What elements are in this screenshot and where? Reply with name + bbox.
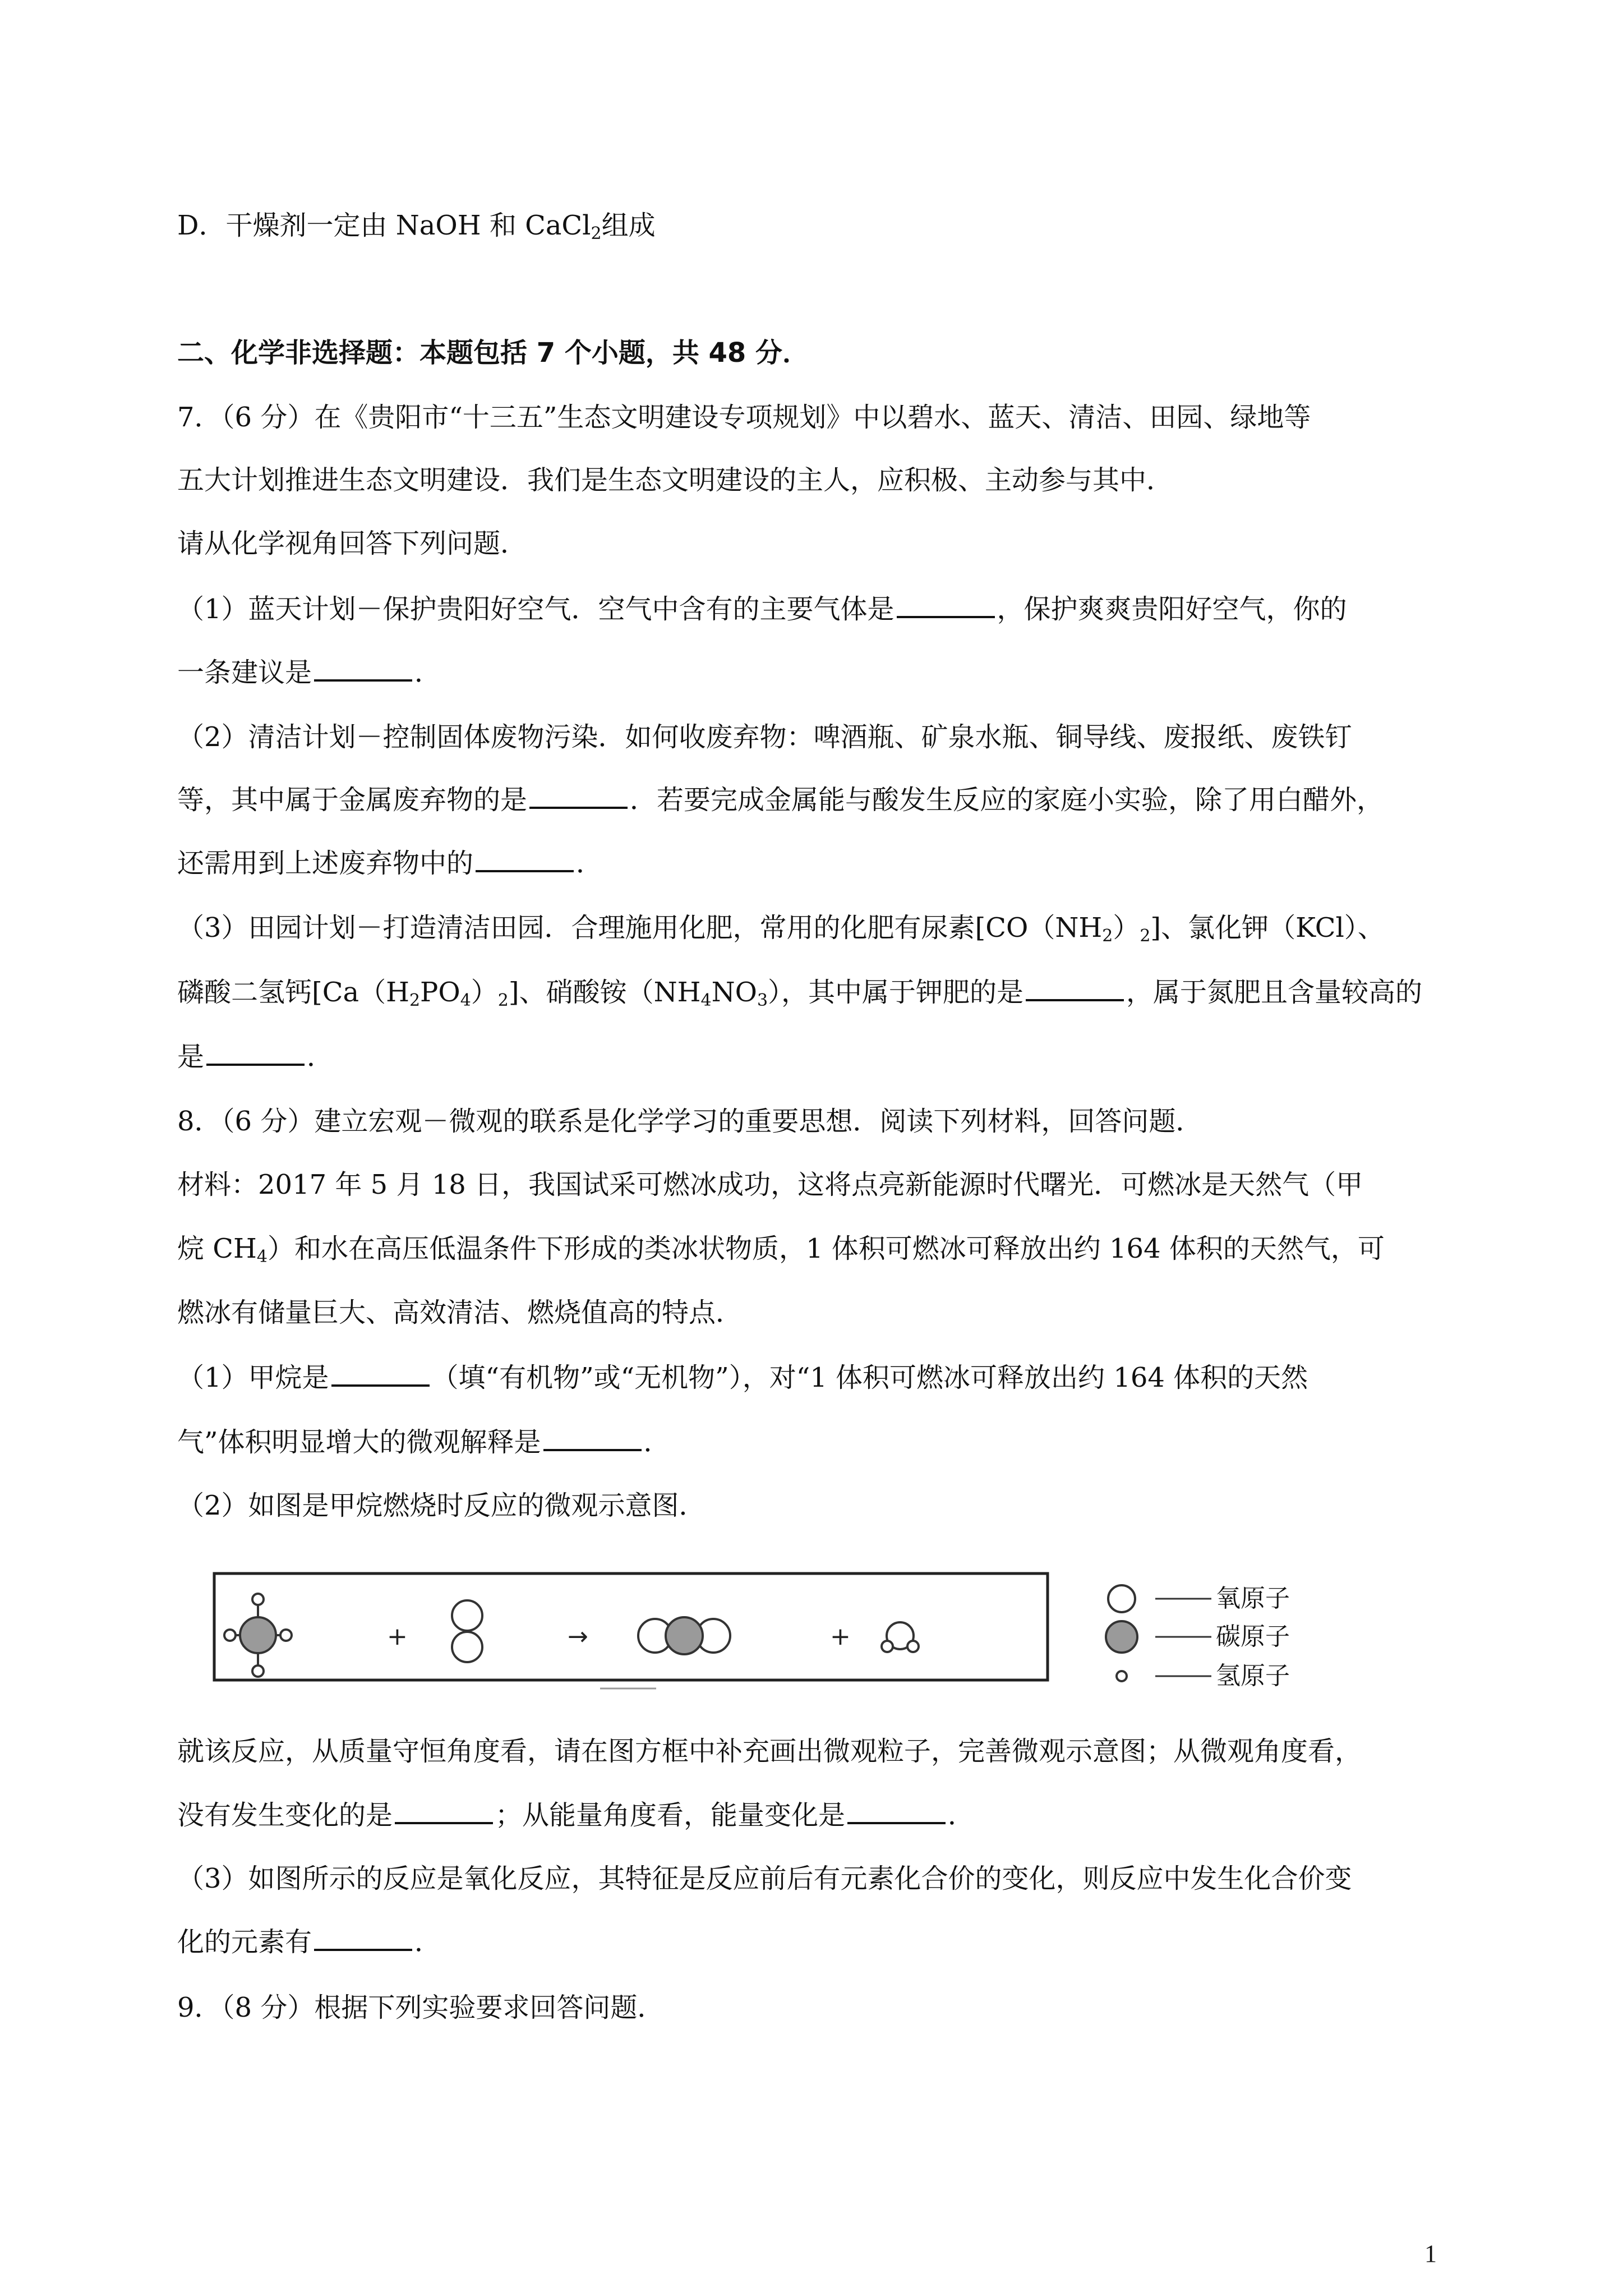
text: 还需用到上述废弃物中的 [177,848,474,879]
answer-blank[interactable] [314,1943,412,1951]
text: 化的元素有 [177,1926,312,1958]
subscript: 2 [409,991,421,1010]
plus-sign: + [830,1622,851,1651]
subscript: 2 [497,991,509,1010]
text: 磷酸二氢钙[Ca（H [177,977,409,1008]
subscript: 4 [460,991,471,1010]
text: ，保护爽爽贵阳好空气，你的 [997,593,1347,625]
page-number: 1 [1424,2240,1437,2267]
q8-part-3: （3）如图所示的反应是氧化反应，其特征是反应前后有元素化合价的变化，则反应中发生化合价变 [177,1863,1352,1894]
arrow-icon: → [568,1622,588,1651]
text: ]、硝酸铵（NH [508,977,701,1008]
text: 一条建议是 [177,657,312,688]
option-d-text-end: 组成 [601,210,656,241]
q8-part-3-cont [177,1926,442,1958]
text: （3）田园计划－打造清洁田园．合理施用化肥，常用的化肥有尿素[CO（NH [177,912,1103,944]
text: ． [414,1926,442,1958]
text: NO [711,977,757,1008]
text: ． [643,1427,671,1458]
text: ，属于氮肥且含量较高的 [1126,977,1423,1008]
legend [1106,1585,1211,1681]
q8-after-diagram-2 [177,1802,975,1829]
text: ． [576,848,603,879]
text: （1）甲烷是 [177,1362,329,1393]
subscript: 4 [256,1247,268,1267]
option-d-text: D．干燥剂一定由 NaOH 和 CaCl [177,210,591,241]
legend-oxygen-label: 氧原子 [1216,1584,1290,1613]
q8-material-1: 材料：2017 年 5 月 18 日，我国试采可燃冰成功，这将点亮新能源时代曙光．可燃冰是天然气（甲 [177,1169,1363,1200]
text: 等，其中属于金属废弃物的是 [177,784,528,816]
text: ）和水在高压低温条件下形成的类冰状物质，1 体积可燃冰可释放出约 164 体积的天然气，可 [267,1233,1385,1264]
reaction-box [214,1573,1048,1680]
subscript: 2 [1140,926,1151,946]
q8-material-3: 燃冰有储量巨大、高效清洁、燃烧值高的特点． [177,1297,743,1328]
plus-sign: + [387,1622,408,1651]
text: （1）蓝天计划－保护贵阳好空气．空气中含有的主要气体是 [177,593,895,625]
text: ． [307,1041,334,1073]
answer-blank[interactable] [395,1816,493,1824]
subscript: 3 [757,991,768,1010]
q7-line-2: 五大计划推进生态文明建设．我们是生态文明建设的主人，应积极、主动参与其中． [177,464,1174,496]
text: （填“有机物”或“无机物”），对“1 体积可燃冰可释放出约 164 体积的天然 [431,1362,1308,1393]
subscript: 4 [700,991,712,1010]
q9-line-1: 9．（8 分）根据下列实验要求回答问题． [177,1992,665,2023]
q8-after-diagram-1: 就该反应，从质量守恒角度看，请在图方框中补充画出微观粒子，完善微观示意图；从微观角度看， [177,1736,1362,1767]
legend-hydrogen-label: 氢原子 [1216,1662,1290,1690]
oxygen-molecule [452,1600,482,1662]
carbon-dioxide-molecule [638,1617,730,1654]
q8-line-1: 8．（6 分）建立宏观－微观的联系是化学学习的重要思想．阅读下列材料，回答问题． [177,1106,1203,1137]
legend-carbon-label: 碳原子 [1216,1622,1290,1651]
text: ；从能量角度看，能量变化是 [495,1800,846,1831]
text: ） [471,977,498,1008]
text: ） [1113,912,1140,944]
q7-line-1: 7．（6 分）在《贵阳市“十三五”生态文明建设专项规划》中以碧水、蓝天、清洁、田园、绿地等 [177,402,1311,433]
section-title: 二、化学非选择题：本题包括 7 个小题，共 48 分． [177,337,810,369]
text: ]、氯化钾（KCl）、 [1150,912,1385,944]
text: PO [420,977,460,1008]
text: ． [948,1800,975,1831]
text: 是 [177,1041,205,1073]
answer-blank[interactable] [847,1816,946,1824]
q8-part-2: （2）如图是甲烷燃烧时反应的微观示意图． [177,1490,706,1521]
q7-line-3: 请从化学视角回答下列问题． [177,528,528,559]
text: ），其中属于钾肥的是 [768,977,1024,1008]
text: ． [414,657,442,688]
subscript: 2 [591,224,602,243]
water-molecule [882,1622,919,1652]
subscript: 2 [1102,926,1113,946]
text: ．若要完成金属能与酸发生反应的家庭小实验，除了用白醋外， [630,784,1384,816]
text: 没有发生变化的是 [177,1800,393,1831]
text: 烷 CH [177,1233,257,1264]
methane-molecule [224,1594,292,1677]
q7-part-2: （2）清洁计划－控制固体废物污染．如何收废弃物：啤酒瓶、矿泉水瓶、铜导线、废报纸、废铁钉 [177,721,1352,753]
text: 气”体积明显增大的微观解释是 [177,1427,541,1458]
